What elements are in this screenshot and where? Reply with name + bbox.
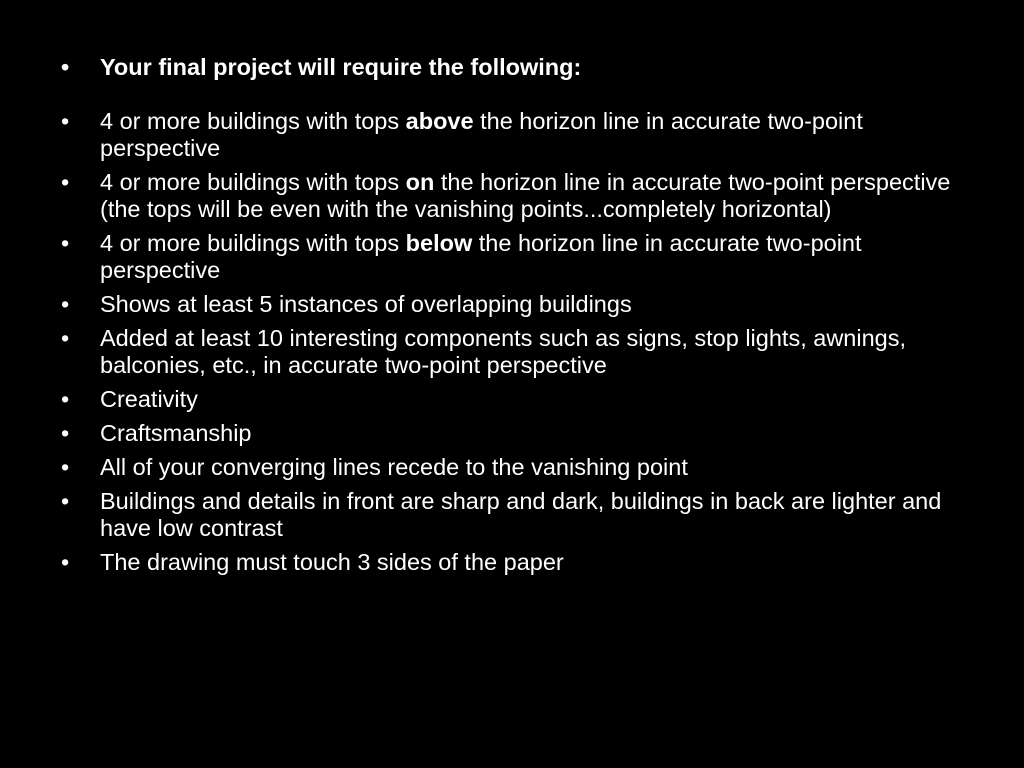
bullet-icon: • xyxy=(61,488,70,514)
item-text: All of your converging lines recede to the vanishing point xyxy=(100,454,688,480)
list-item xyxy=(61,291,966,318)
item-text: 4 or more buildings with tops xyxy=(100,169,406,195)
item-text: Buildings and details in front are sharp and dark, buildings in back are lighter and have low contrast xyxy=(100,488,942,541)
list-item xyxy=(61,169,966,223)
list-item xyxy=(61,386,966,413)
bullet-icon: • xyxy=(61,325,70,351)
item-emphasis: below xyxy=(405,230,473,256)
item-text: Added at least 10 interesting components such as signs, stop lights, awnings, balconies, etc., in accurate two-point perspective xyxy=(100,325,906,378)
list-item xyxy=(61,230,966,284)
item-text: 4 or more buildings with tops xyxy=(100,108,406,134)
list-heading xyxy=(61,54,966,81)
requirements-list xyxy=(61,54,966,583)
item-emphasis: above xyxy=(405,108,474,134)
item-text: the horizon line in accurate two-point perspective (the tops will be even with the vanishing points...completely horizontal) xyxy=(100,169,951,222)
item-emphasis: on xyxy=(405,169,435,195)
bullet-icon: • xyxy=(61,549,70,575)
bullet-icon: • xyxy=(61,169,70,195)
list-item xyxy=(61,420,966,447)
list-item xyxy=(61,549,966,576)
list-item xyxy=(61,488,966,542)
list-item xyxy=(61,454,966,481)
heading-text: Your final project will require the following: xyxy=(100,54,582,80)
bullet-icon: • xyxy=(61,386,70,412)
item-text: Creativity xyxy=(100,386,198,412)
item-text: Shows at least 5 instances of overlapping buildings xyxy=(100,291,632,317)
bullet-icon: • xyxy=(61,291,70,317)
item-text: the horizon line in accurate two-point perspective xyxy=(100,230,862,283)
bullet-icon: • xyxy=(61,420,70,446)
bullet-icon: • xyxy=(61,230,70,256)
bullet-icon: • xyxy=(61,454,70,480)
item-text: the horizon line in accurate two-point perspective xyxy=(100,108,863,161)
item-text: Craftsmanship xyxy=(100,420,252,446)
bullet-icon: • xyxy=(61,54,70,80)
list-item xyxy=(61,108,966,162)
item-text: 4 or more buildings with tops xyxy=(100,230,406,256)
item-text: The drawing must touch 3 sides of the paper xyxy=(100,549,564,575)
bullet-icon: • xyxy=(61,108,70,134)
list-item xyxy=(61,325,966,379)
